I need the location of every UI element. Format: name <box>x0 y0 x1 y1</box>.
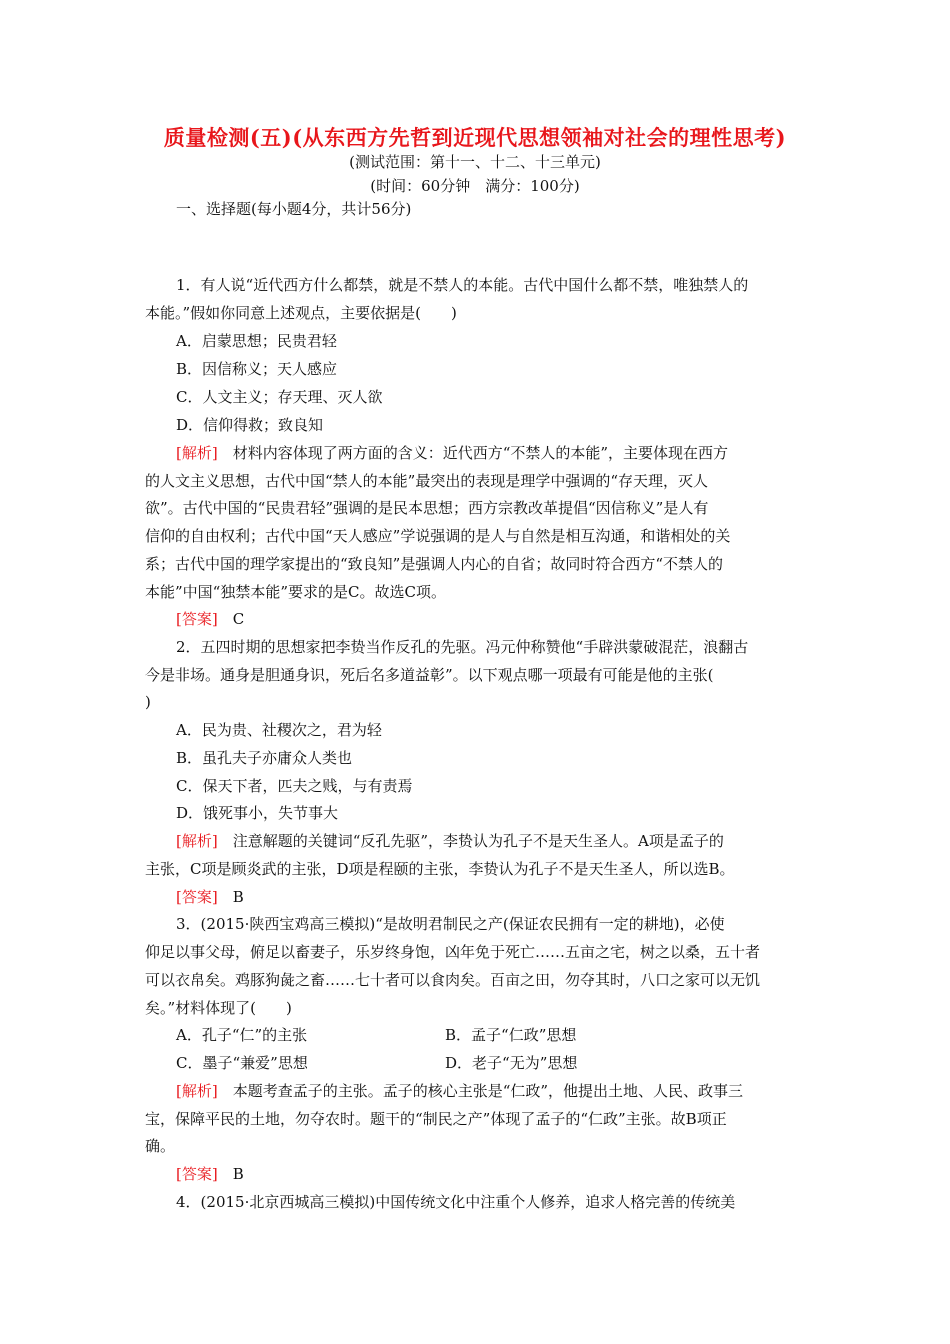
q3-stem-3: 可以衣帛矣。鸡豚狗彘之畜……七十者可以食肉矣。百亩之田，勿夺其时，八口之家可以无饥 <box>145 971 761 989</box>
q3-option-b: B．孟子“仁政”思想 <box>445 1026 577 1044</box>
q1-analysis-1 <box>176 443 728 463</box>
q2-analysis-1 <box>176 831 724 851</box>
q2-option-a: A．民为贵、社稷次之，君为轻 <box>176 721 382 739</box>
q3-option-d: D．老子“无为”思想 <box>445 1054 578 1072</box>
analysis-tag: [解析] <box>176 444 218 462</box>
answer-tag: [答案] <box>176 610 218 628</box>
q1-option-a: A．启蒙思想；民贵君轻 <box>176 332 337 350</box>
q1-option-d: D．信仰得救；致良知 <box>176 416 324 434</box>
answer-tag: [答案] <box>176 888 218 906</box>
q2-option-c: C．保天下者，匹夫之贱，与有责焉 <box>176 777 413 795</box>
q1-analysis-2: 的人文主义思想，古代中国“禁人的本能”最突出的表现是理学中强调的“存天理，灭人 <box>145 472 709 490</box>
q1-analysis-text: 材料内容体现了两方面的含义：近代西方“不禁人的本能”，主要体现在西方 <box>217 444 729 462</box>
q1-option-c: C．人文主义；存天理、灭人欲 <box>176 388 383 406</box>
q4-stem-1: 4．(2015·北京西城高三模拟)中国传统文化中注重个人修养，追求人格完善的传统美 <box>176 1193 736 1211</box>
analysis-tag: [解析] <box>176 1082 218 1100</box>
q3-option-a: A．孔子“仁”的主张 <box>176 1026 308 1044</box>
q2-answer <box>176 887 244 907</box>
q1-stem-2: 本能。”假如你同意上述观点，主要依据是( ) <box>145 304 457 322</box>
q1-analysis-6: 本能”中国“独禁本能”要求的是C。故选C项。 <box>145 583 446 601</box>
q3-option-c: C．墨子“兼爱”思想 <box>176 1054 308 1072</box>
q1-stem-1: 1．有人说“近代西方什么都禁，就是不禁人的本能。古代中国什么都不禁，唯独禁人的 <box>176 276 749 294</box>
test-time: (时间：60分钟 满分：100分) <box>370 177 580 195</box>
q1-option-b: B．因信称义；天人感应 <box>176 360 338 378</box>
page-title: 质量检测(五)(从东西方先哲到近现代思想领袖对社会的理性思考) <box>163 125 787 150</box>
q3-stem-4: 矣。”材料体现了( ) <box>145 999 292 1017</box>
q2-analysis-text: 注意解题的关键词“反孔先驱”，李贽认为孔子不是天生圣人。A项是孟子的 <box>217 832 724 850</box>
q2-stem-1: 2．五四时期的思想家把李贽当作反孔的先驱。冯元仲称赞他“手辟洪蒙破混茫，浪翻古 <box>176 638 749 656</box>
q2-option-b: B．虽孔夫子亦庸众人类也 <box>176 749 353 767</box>
q2-analysis-2: 主张，C项是顾炎武的主张，D项是程颐的主张，李贽认为孔子不是天生圣人，所以选B。 <box>145 860 735 878</box>
q1-analysis-3: 欲”。古代中国的“民贵君轻”强调的是民本思想；西方宗教改革提倡“因信称义”是人有 <box>145 499 709 517</box>
answer-tag: [答案] <box>176 1165 218 1183</box>
q2-option-d: D．饿死事小，失节事大 <box>176 804 339 822</box>
q2-answer-value: B <box>217 888 244 906</box>
q3-answer-value: B <box>217 1165 244 1183</box>
test-scope: (测试范围：第十一、十二、十三单元) <box>349 153 601 171</box>
q3-analysis-text: 本题考查孟子的主张。孟子的核心主张是“仁政”，他提出土地、人民、政事三 <box>217 1082 744 1100</box>
section-heading: 一、选择题(每小题4分，共计56分) <box>176 200 412 218</box>
q2-stem-3: ) <box>145 693 151 711</box>
q3-analysis-3: 确。 <box>145 1137 176 1155</box>
q3-analysis-1 <box>176 1081 743 1101</box>
q1-answer-value: C <box>217 610 245 628</box>
q1-analysis-5: 系；古代中国的理学家提出的“致良知”是强调人内心的自省；故同时符合西方“不禁人的 <box>145 555 724 573</box>
q3-answer <box>176 1164 244 1184</box>
q1-answer <box>176 609 244 629</box>
q2-stem-2: 今是非场。通身是胆通身识，死后名多道益彰”。以下观点哪一项最有可能是他的主张( <box>145 666 714 684</box>
q3-stem-1: 3．(2015·陕西宝鸡高三模拟)“是故明君制民之产(保证农民拥有一定的耕地)，必使 <box>176 915 725 933</box>
q3-analysis-2: 宝，保障平民的土地，勿夺农时。题干的“制民之产”体现了孟子的“仁政”主张。故B项正 <box>145 1110 727 1128</box>
q1-analysis-4: 信仰的自由权利；古代中国“天人感应”学说强调的是人与自然是相互沟通，和谐相处的关 <box>145 527 731 545</box>
q3-stem-2: 仰足以事父母，俯足以畜妻子，乐岁终身饱，凶年免于死亡……五亩之宅，树之以桑，五十者 <box>145 943 761 961</box>
analysis-tag: [解析] <box>176 832 218 850</box>
